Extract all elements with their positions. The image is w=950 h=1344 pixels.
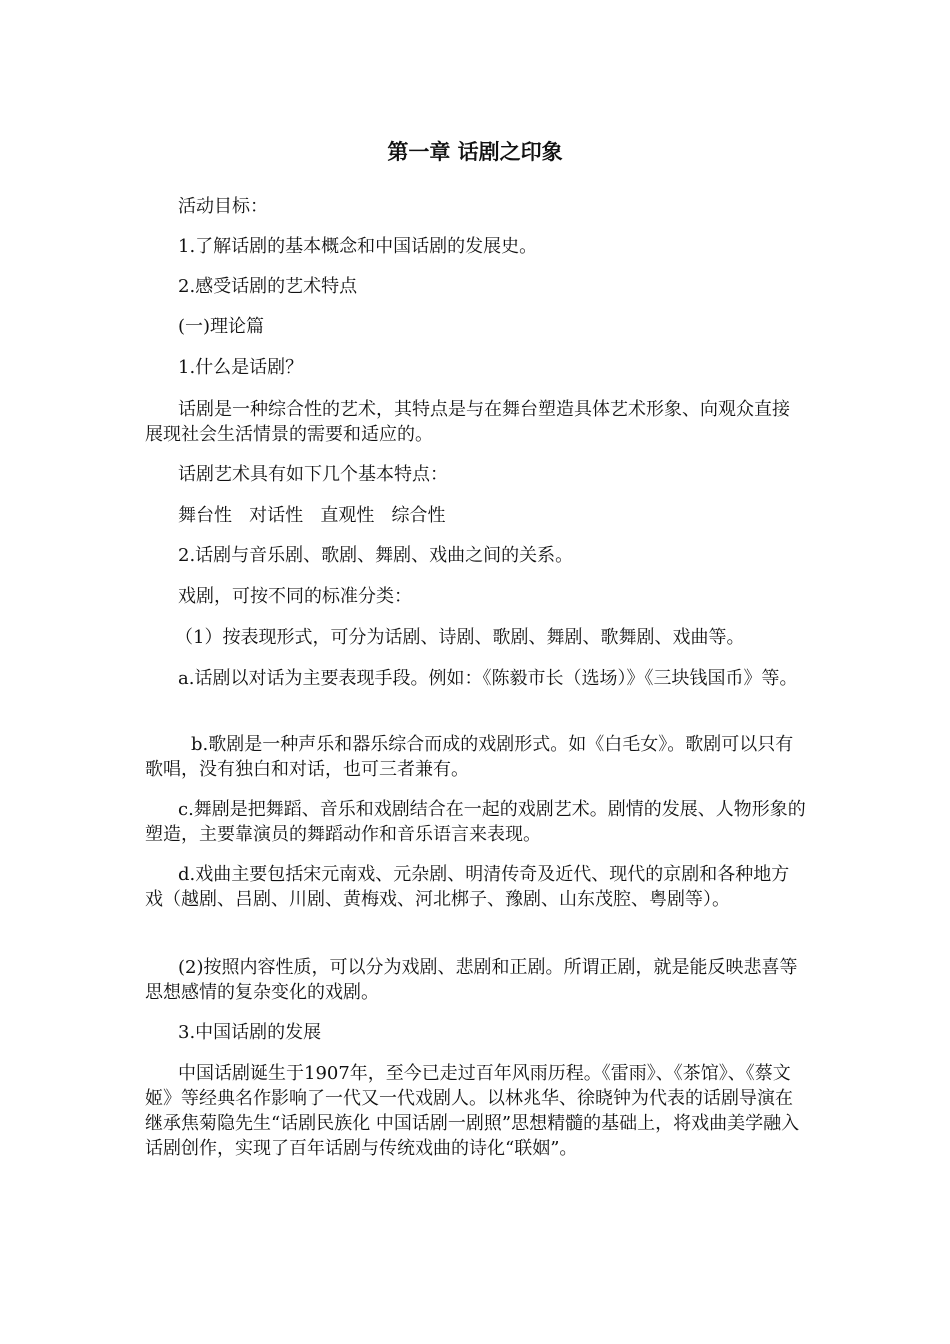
paragraph-classification-intro: 戏剧，可按不同的标准分类：: [178, 586, 412, 607]
paragraph-features-list: 舞台性 对话性 直观性 综合性: [178, 505, 446, 526]
paragraph-item-a: a.话剧以对话为主要表现手段。例如：《陈毅市长（选场）》《三块钱国币》等。: [178, 668, 798, 689]
paragraph-item-b: b.歌剧是一种声乐和器乐综合而成的戏剧形式。如《白毛女》。歌剧可以只有歌唱，没有独白和对话，也可三者兼有。: [145, 734, 794, 780]
paragraph-question-1: 1.什么是话剧？: [178, 357, 304, 378]
paragraph-classification-2: (2)按照内容性质，可以分为戏剧、悲剧和正剧。所谓正剧，就是能反映悲喜等思想感情的复杂变化的戏剧。: [145, 957, 798, 1003]
paragraph-objective-2: 2.感受话剧的艺术特点: [178, 276, 358, 297]
paragraph-objective-heading: 活动目标：: [178, 196, 268, 217]
paragraph-objective-1: 1.了解话剧的基本概念和中国话剧的发展史。: [178, 236, 538, 257]
paragraph-development: 中国话剧诞生于1907年，至今已走过百年风雨历程。《雷雨》、《茶馆》、《蔡文姬》等经典名作影响了一代又一代戏剧人。以林兆华、徐晓钟为代表的话剧导演在继承焦菊隐先生“话剧民族化 中国话剧一剧照”思想精髓的基础上，将戏曲美学融入话剧创作，实现了百年话剧与传统戏曲的诗化“联姻”。: [145, 1063, 800, 1159]
paragraph-classification-1: （1）按表现形式，可分为话剧、诗剧、歌剧、舞剧、歌舞剧、戏曲等。: [175, 627, 745, 648]
paragraph-question-3: 3.中国话剧的发展: [178, 1022, 322, 1043]
paragraph-question-2: 2.话剧与音乐剧、歌剧、舞剧、戏曲之间的关系。: [178, 545, 574, 566]
paragraph-item-c: c.舞剧是把舞蹈、音乐和戏剧结合在一起的戏剧艺术。剧情的发展、人物形象的塑造，主要靠演员的舞蹈动作和音乐语言来表现。: [145, 799, 806, 845]
chapter-title: 第一章 话剧之印象: [387, 140, 563, 164]
paragraph-definition: 话剧是一种综合性的艺术，其特点是与在舞台塑造具体艺术形象、向观众直接展现社会生活情景的需要和适应的。: [145, 399, 790, 445]
paragraph-features-intro: 话剧艺术具有如下几个基本特点：: [178, 464, 448, 485]
paragraph-section-theory: (一)理论篇: [178, 316, 265, 337]
paragraph-item-d: d.戏曲主要包括宋元南戏、元杂剧、明清传奇及近代、现代的京剧和各种地方戏（越剧、吕剧、川剧、黄梅戏、河北梆子、豫剧、山东茂腔、粤剧等）。: [145, 864, 790, 910]
